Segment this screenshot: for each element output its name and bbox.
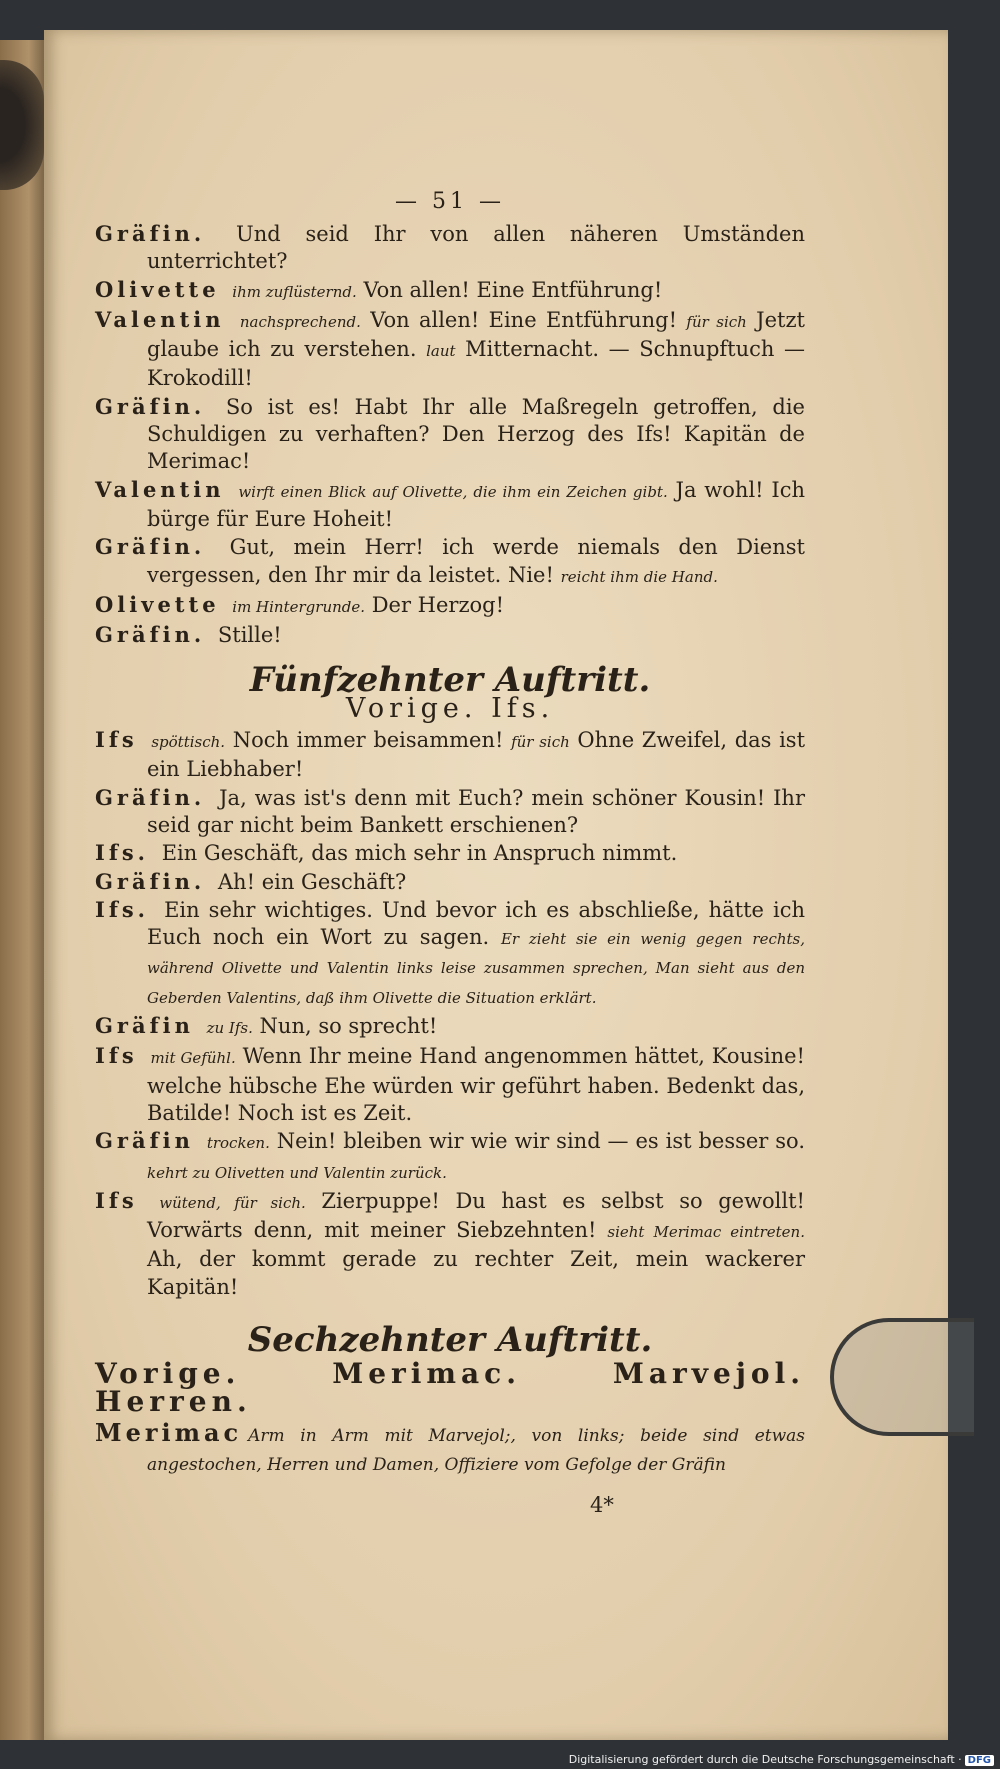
stage-direction-final [95,1419,805,1480]
speaker-name: Ifs [95,1187,138,1213]
spoken-text: Wenn Ihr meine Hand angenommen hättet, Kousine! welche hübsche Ehe würden wir geführt haben. Bedenkt das, Batilde! Noch ist es Zeit. [147,1044,805,1125]
dialogue-line [95,726,805,784]
dialogue-line [95,621,805,649]
speaker-name: Ifs. [95,840,149,866]
stage-direction: nachsprechend. [239,312,361,331]
stage-direction: laut [426,342,456,361]
spoken-text: Nein! bleiben wir wie wir sind — es ist besser so. [276,1129,805,1154]
spoken-text: Ja wohl! Ich bürge für Eure Hoheit! [147,477,805,531]
speaker-name: Gräfin [95,1013,194,1039]
dialogue-line [95,1127,805,1187]
spoken-text: Noch immer beisammen! [232,728,504,753]
spoken-text: Ah, der kommt gerade zu rechter Zeit, mein wackerer Kapitän! [147,1247,805,1299]
dialogue-line [95,393,805,476]
speaker-name: Ifs [95,1043,138,1069]
stage-direction: im Hintergrunde. [232,597,366,616]
speaker-name: Gräfin. [95,784,206,810]
spoken-text: Von allen! Eine Entführung! [363,277,663,302]
stage-direction: sieht Merimac eintreten. [607,1223,805,1242]
spoken-text: Und seid Ihr von allen näheren Umständen unterrichtet? [147,222,805,274]
spoken-text: Der Herzog! [371,592,505,617]
stage-direction: mit Gefühl. [150,1049,236,1068]
spoken-text: Gut, mein Herr! ich werde niemals den Dienst vergessen, den Ihr mir da leistet. Nie! [147,535,805,587]
dialogue-line [95,220,805,276]
scene-cast-15: Vorige. Ifs. [345,692,555,724]
dialogue-line [95,1187,805,1301]
spoken-text: Stille! [217,623,282,648]
stage-direction: wirft einen Blick auf Olivette, die ihm ein Zeichen gibt. [238,482,668,501]
stage-direction: trocken. [206,1134,270,1153]
spoken-text: Ein Geschäft, das mich sehr in Anspruch nimmt. [161,841,678,866]
dialogue-line [95,591,805,621]
dialogue-block-b [95,726,805,1301]
stage-direction: reicht ihm die Hand. [560,567,718,586]
spoken-text: Ein sehr wichtiges. Und bevor ich es abschließe, hätte ich Euch noch ein Wort zu sagen. [147,897,805,950]
speaker-name: Olivette [95,276,220,302]
footer-credit [569,1753,994,1766]
dialogue-line [95,868,805,896]
speaker-name: Gräfin. [95,393,206,419]
scene-heading-16: Sechzehnter Auftritt. [247,1319,653,1360]
stage-direction: wütend, für sich. [159,1193,306,1212]
speaker-name: Gräfin. [95,622,206,648]
speaker-name: Gräfin. [95,534,206,560]
stage-direction: ihm zuflüsternd. [232,282,357,301]
spoken-text: Ja, was ist's denn mit Euch? mein schöner Kousin! Ihr seid gar nicht beim Bankett erschienen? [147,785,805,837]
dialogue-line [95,896,805,1012]
speaker-name: Valentin [95,476,225,502]
dialogue-line [95,1042,805,1127]
stage-direction: zu Ifs. [206,1019,253,1038]
spoken-text: So ist es! Habt Ihr alle Maßregeln getroffen, die Schuldigen zu verhaften? Den Herzog des Ifs! Kapitän de Merimac! [147,394,805,474]
dialogue-line [95,1012,805,1042]
spoken-text: Nun, so sprecht! [259,1014,438,1039]
speaker-name: Gräfin [95,1128,194,1154]
signature-mark: 4* [590,1493,614,1517]
spoken-text: Von allen! Eine Entführung! [370,307,678,332]
dialogue-line [95,276,805,306]
dfg-logo: DFG [965,1755,994,1766]
stage-direction: spöttisch. [151,733,226,752]
scene-cast-16: Vorige. Merimac. Marvejol. Herren. [95,1357,805,1418]
spoken-text: Jetzt glaube ich zu verstehen. [147,307,805,362]
spoken-text: Mitternacht. — Schnupftuch — Krokodill! [147,337,805,391]
speaker-name: Gräfin. [95,221,206,246]
dialogue-line [95,533,805,591]
page-text [95,190,805,1479]
speaker-name: Merimac [95,1417,243,1447]
dialogue-block-a [95,220,805,649]
speaker-name: Valentin [95,306,225,332]
stage-direction: für sich [511,733,570,752]
stage-direction: Arm in Arm mit Marvejol;, von links; beide sind etwas angestochen, Herren und Damen, Offiziere vom Gefolge der Gräfin [147,1425,805,1476]
dialogue-line [95,476,805,534]
stage-direction: für sich [686,312,747,331]
page-number: — 51 — [395,189,505,214]
spoken-text: Ah! ein Geschäft? [217,869,407,894]
facing-page-edge [0,40,48,1740]
spoken-text: Zierpuppe! Du hast es selbst so gewollt! Vorwärts denn, mit meiner Siebzehnten! [147,1188,805,1243]
speaker-name: Ifs [95,727,138,753]
spoken-text: Ohne Zweifel, das ist ein Liebhaber! [147,728,806,782]
speaker-name: Gräfin. [95,868,206,894]
dialogue-line [95,839,805,867]
book-binding [0,60,44,190]
dialogue-line [95,784,805,840]
stage-direction: Er zieht sie ein wenig gegen rechts, während Olivette und Valentin links leise zusammen sprechen, Man sieht aus den Geberden Valentins, daß ihm Olivette die Situation erklärt. [147,930,805,1007]
scene-heading-15: Fünfzehnter Auftritt. [249,660,651,701]
page-clip [830,1318,974,1436]
stage-direction: kehrt zu Olivetten und Valentin zurück. [147,1163,447,1182]
dialogue-line [95,306,805,393]
speaker-name: Ifs. [95,896,149,922]
footer-text: Digitalisierung gefördert durch die Deutsche Forschungsgemeinschaft · [568,1753,962,1766]
speaker-name: Olivette [95,591,220,617]
